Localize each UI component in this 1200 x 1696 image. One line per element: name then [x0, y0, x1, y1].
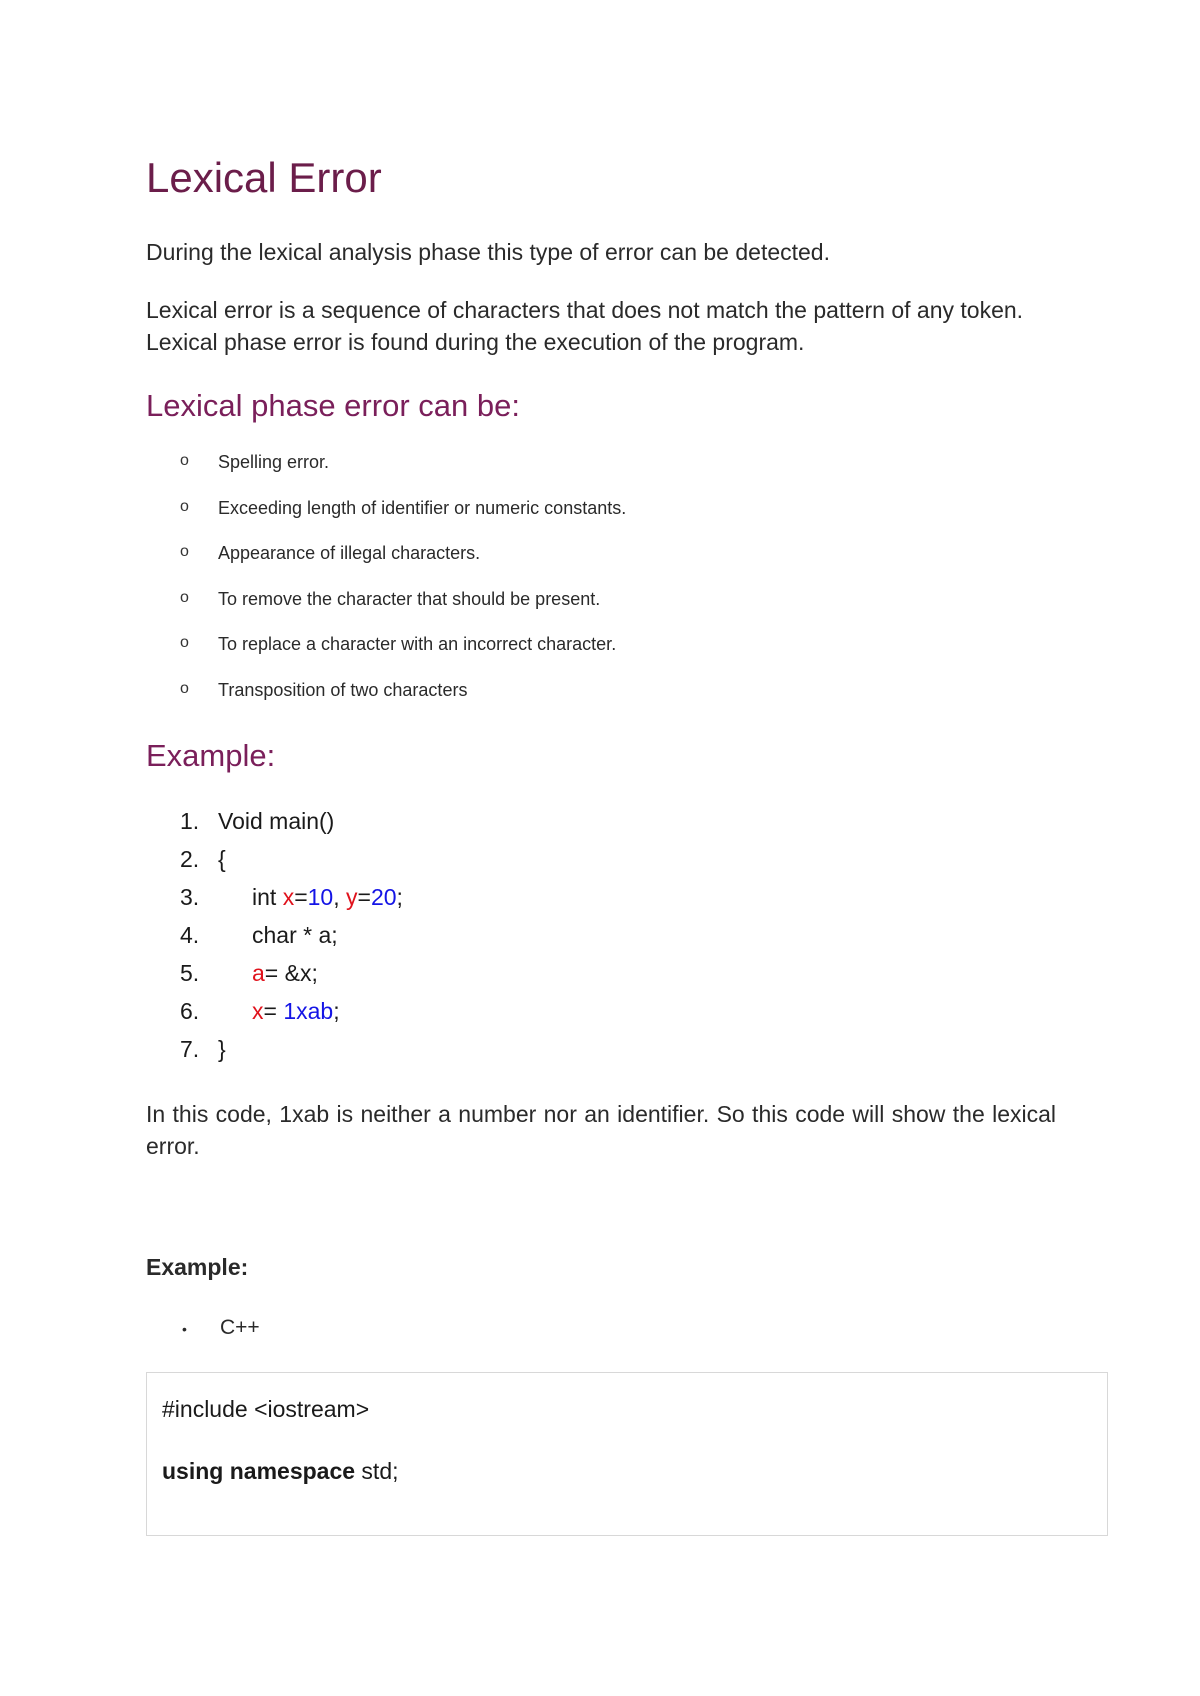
- circle-bullet-icon: o: [180, 679, 189, 697]
- code-line: 3. int x=10, y=20;: [180, 884, 403, 910]
- code-block-line: using namespace std;: [162, 1458, 399, 1484]
- code-line: 7. }: [180, 1036, 226, 1062]
- definition-paragraph: Lexical error is a sequence of characters that does not match the pattern of any token. Lexical phase error is found during the execution of the program.: [146, 297, 1024, 355]
- page-title: Lexical Error: [146, 154, 382, 201]
- code-line: 1. Void main(): [180, 808, 335, 834]
- bullet-dot-icon: •: [182, 1321, 187, 1337]
- list-item: o Appearance of illegal characters.: [180, 543, 481, 564]
- language-label: C++: [220, 1316, 260, 1339]
- list-item: o Exceeding length of identifier or numeric constants.: [180, 497, 627, 518]
- code-block-line: #include <iostream>: [162, 1396, 370, 1422]
- code-line: 5. a= &x;: [180, 960, 318, 986]
- phase-error-heading: Lexical phase error can be:: [146, 388, 520, 423]
- intro-paragraph: During the lexical analysis phase this type of error can be detected.: [146, 239, 830, 265]
- language-list-item: [182, 1316, 260, 1342]
- circle-bullet-icon: o: [180, 452, 189, 469]
- circle-bullet-icon: o: [180, 588, 189, 606]
- example2-heading: Example:: [146, 1254, 249, 1280]
- circle-bullet-icon: o: [180, 634, 189, 652]
- code-line: 2. {: [180, 846, 226, 872]
- list-item: o Transposition of two characters: [180, 679, 468, 700]
- list-item: o To replace a character with an incorrect character.: [180, 634, 617, 655]
- phase-error-list: [180, 452, 626, 726]
- list-item: o To remove the character that should be present.: [180, 588, 601, 609]
- list-item: o Spelling error.: [180, 452, 330, 472]
- example-heading: Example:: [146, 738, 276, 773]
- explanation-paragraph: In this code, 1xab is neither a number nor an identifier. So this code will show the lexical error.: [146, 1101, 1056, 1159]
- code-line: 6. x= 1xab;: [180, 998, 340, 1024]
- code-example-list: [180, 808, 403, 1074]
- circle-bullet-icon: o: [180, 543, 189, 561]
- code-line: 4. char * a;: [180, 922, 338, 948]
- circle-bullet-icon: o: [180, 497, 189, 515]
